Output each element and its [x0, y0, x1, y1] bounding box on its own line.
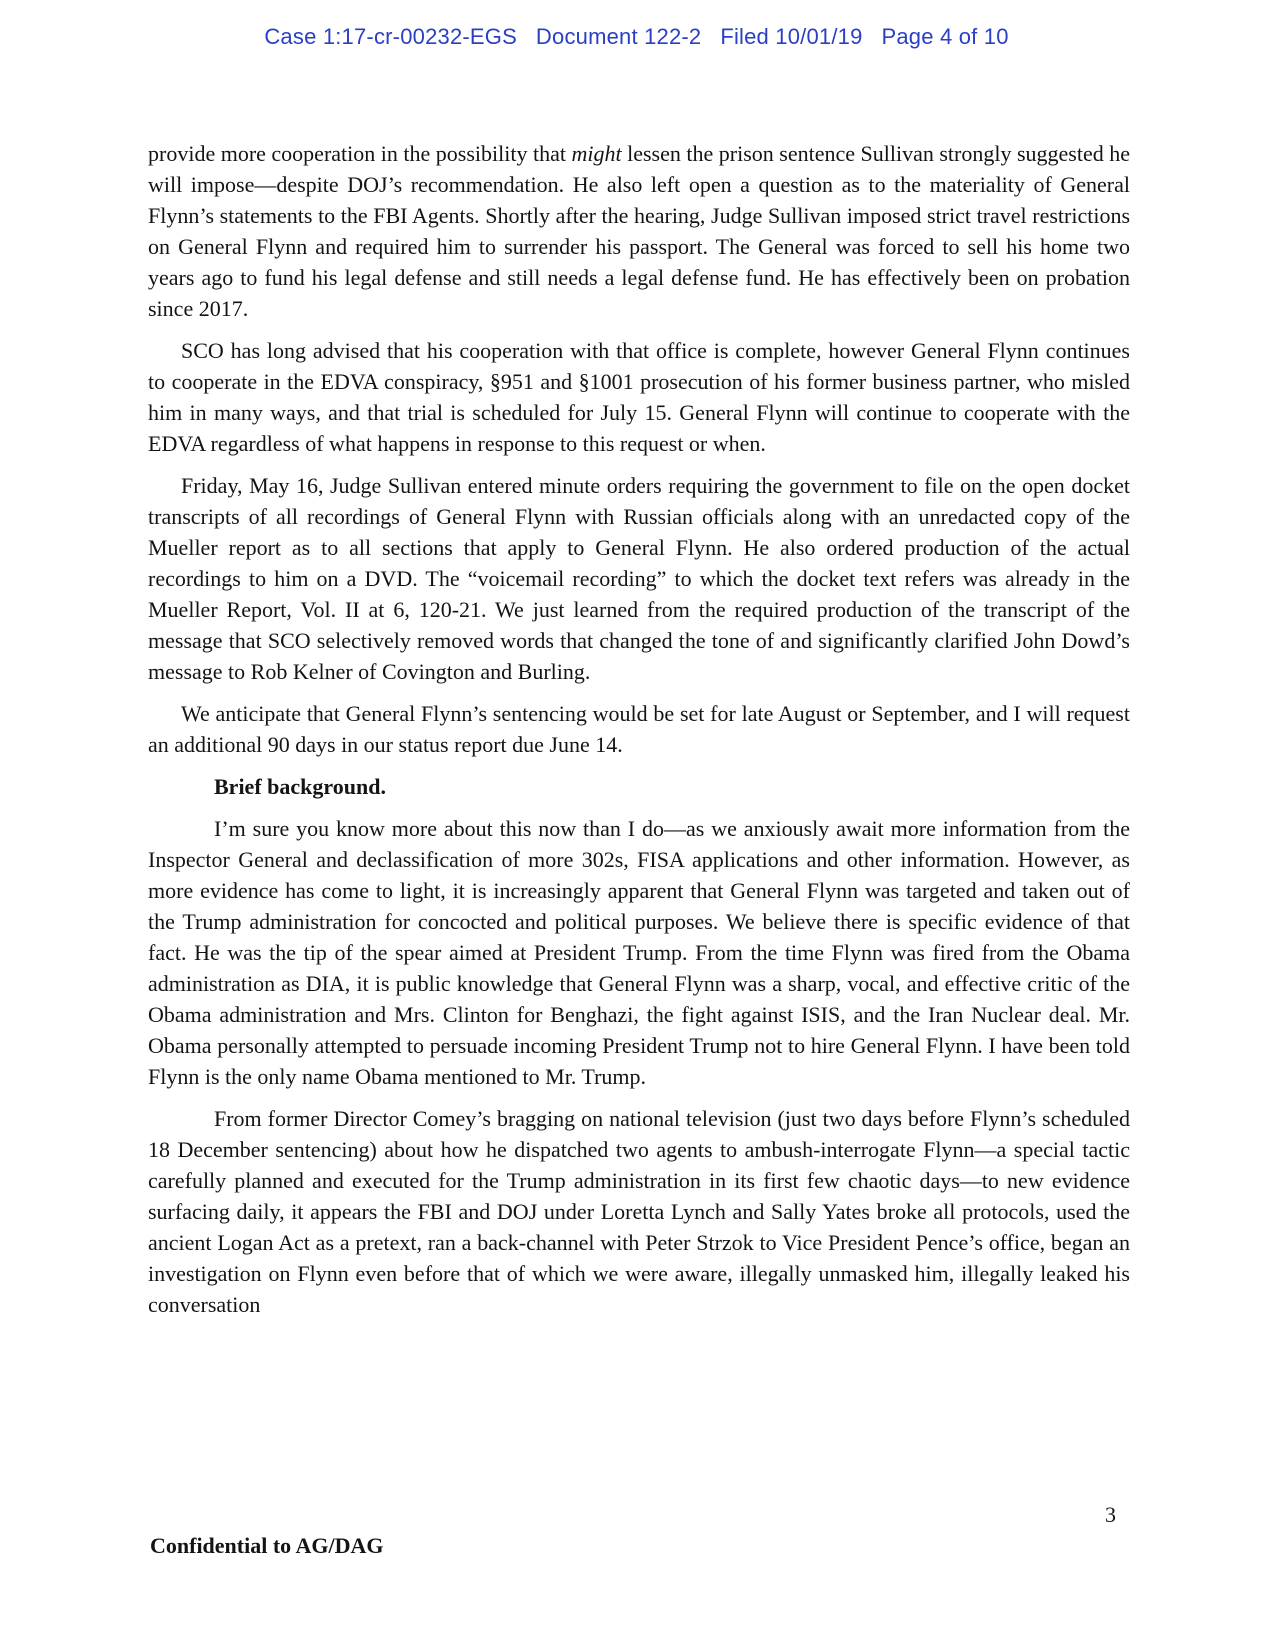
page-number: 3: [1105, 1502, 1116, 1527]
court-filing-header: [0, 24, 1273, 50]
paragraph-5: I’m sure you know more about this now than I do—as we anxiously await more information from the Inspector General and declassification of more 302s, FISA applications and other information. However, as more evidence has come to light, it is increasingly apparent that General Flynn was targeted and taken out of the Trump administration for concocted and political purposes. We believe there is specific evidence of that fact. He was the tip of the spear aimed at President Trump. From the time Flynn was fired from the Obama administration as DIA, it is public knowledge that General Flynn was a sharp, vocal, and effective critic of the Obama administration and Mrs. Clinton for Benghazi, the fight against ISIS, and the Iran Nuclear deal. Mr. Obama personally attempted to persuade incoming President Trump not to hire General Flynn. I have been told Flynn is the only name Obama mentioned to Mr. Trump.: [148, 816, 1130, 1089]
confidential-footer: Confidential to AG/DAG: [150, 1533, 384, 1558]
paragraph-2: SCO has long advised that his cooperation with that office is complete, however General Flynn continues to cooperate in the EDVA conspiracy, §951 and §1001 prosecution of his former business partner, who misled him in many ways, and that trial is scheduled for July 15. General Flynn will continue to cooperate with the EDVA regardless of what happens in response to this request or when.: [148, 338, 1130, 456]
paragraph-6: From former Director Comey’s bragging on national television (just two days before Flynn’s scheduled 18 December sentencing) about how he dispatched two agents to ambush-interrogate Flynn—a special tactic carefully planned and executed for the Trump administration in its first few chaotic days—to new evidence surfacing daily, it appears the FBI and DOJ under Loretta Lynch and Sally Yates broke all protocols, used the ancient Logan Act as a pretext, ran a back-channel with Peter Strzok to Vice President Pence’s office, began an investigation on Flynn even before that of which we were aware, illegally unmasked him, illegally leaked his conversation: [148, 1106, 1130, 1317]
filed-date: Filed 10/01/19: [720, 24, 863, 49]
paragraph-1: provide more cooperation in the possibility that might lessen the prison sentence Sullivan strongly suggested he will impose—despite DOJ’s recommendation. He also left open a question as to the materiality of General Flynn’s statements to the FBI Agents. Shortly after the hearing, Judge Sullivan imposed strict travel restrictions on General Flynn and required him to surrender his passport. The General was forced to sell his home two years ago to fund his legal defense and still needs a legal defense fund. He has effectively been on probation since 2017.: [148, 141, 1130, 321]
paragraph-3: Friday, May 16, Judge Sullivan entered minute orders requiring the government to file on the open docket transcripts of all recordings of General Flynn with Russian officials along with an unredacted copy of the Mueller report as to all sections that apply to General Flynn. He also ordered production of the actual recordings to him on a DVD. The “voicemail recording” to which the docket text refers was already in the Mueller Report, Vol. II at 6, 120-21. We just learned from the required production of the transcript of the message that SCO selectively removed words that changed the tone of and significantly clarified John Dowd’s message to Rob Kelner of Covington and Burling.: [148, 473, 1130, 684]
page-indicator: Page 4 of 10: [881, 24, 1009, 49]
document-number: Document 122-2: [535, 24, 702, 49]
case-number: Case 1:17-cr-00232-EGS: [264, 24, 517, 49]
paragraph-4: We anticipate that General Flynn’s sentencing would be set for late August or September, and I will request an additional 90 days in our status report due June 14.: [148, 701, 1130, 757]
emphasis-might: might: [571, 141, 622, 166]
section-heading: Brief background.: [214, 774, 386, 799]
letter-body: [148, 138, 1130, 1331]
